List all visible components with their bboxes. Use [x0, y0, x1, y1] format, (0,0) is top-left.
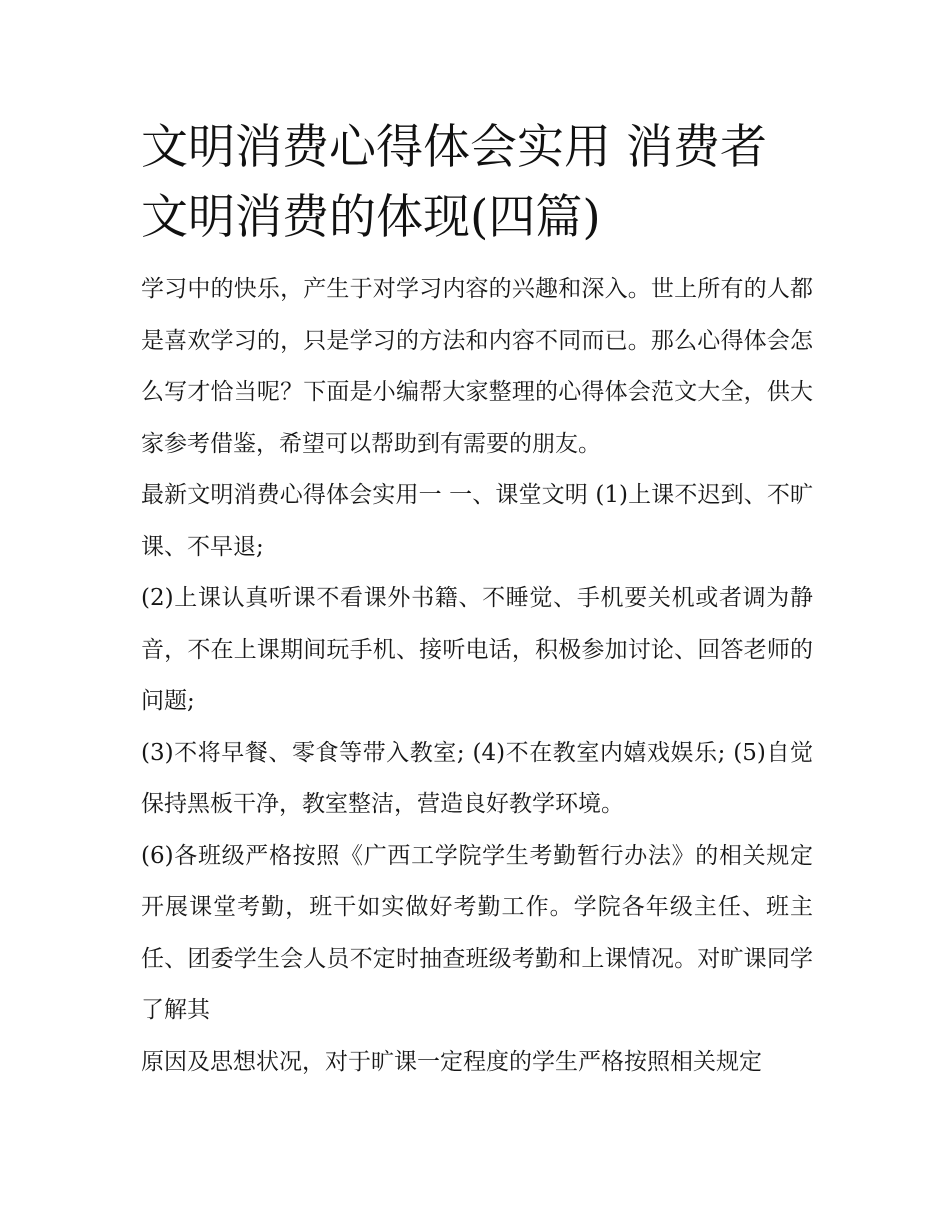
paragraph-intro: 学习中的快乐，产生于对学习内容的兴趣和深入。世上所有的人都是喜欢学习的，只是学习的方法和内容不同而已。那么心得体会怎么写才恰当呢？下面是小编帮大家整理的心得体会范文大全，供大家参考借鉴，希望可以帮助到有需要的朋友。: [141, 276, 813, 457]
paragraph-rule-2: (2)上课认真听课不看课外书籍、不睡觉、手机要关机或者调为静音，不在上课期间玩手机、接听电话，积极参加讨论、回答老师的问题;: [141, 585, 813, 714]
paragraph-continuation: 原因及思想状况，对于旷课一定程度的学生严格按照相关规定: [141, 1048, 762, 1075]
paragraph-rules-3-5: (3)不将早餐、零食等带入教室; (4)不在教室内嬉戏娱乐; (5)自觉保持黑板干净，教室整洁，营造良好教学环境。: [141, 739, 813, 817]
paragraph-rule-6: (6)各班级严格按照《广西工学院学生考勤暂行办法》的相关规定开展课堂考勤，班干如实做好考勤工作。学院各年级主任、班主任、团委学生会人员不定时抽查班级考勤和上课情况。对旷课同学了解其: [141, 842, 813, 1023]
document-body: [141, 264, 813, 1088]
document-content: [141, 113, 813, 1088]
document-title: 文明消费心得体会实用 消费者文明消费的体现(四篇): [141, 120, 767, 245]
paragraph-classroom-civility: 最新文明消费心得体会实用一 一、课堂文明 (1)上课不迟到、不旷课、不早退;: [141, 482, 813, 560]
